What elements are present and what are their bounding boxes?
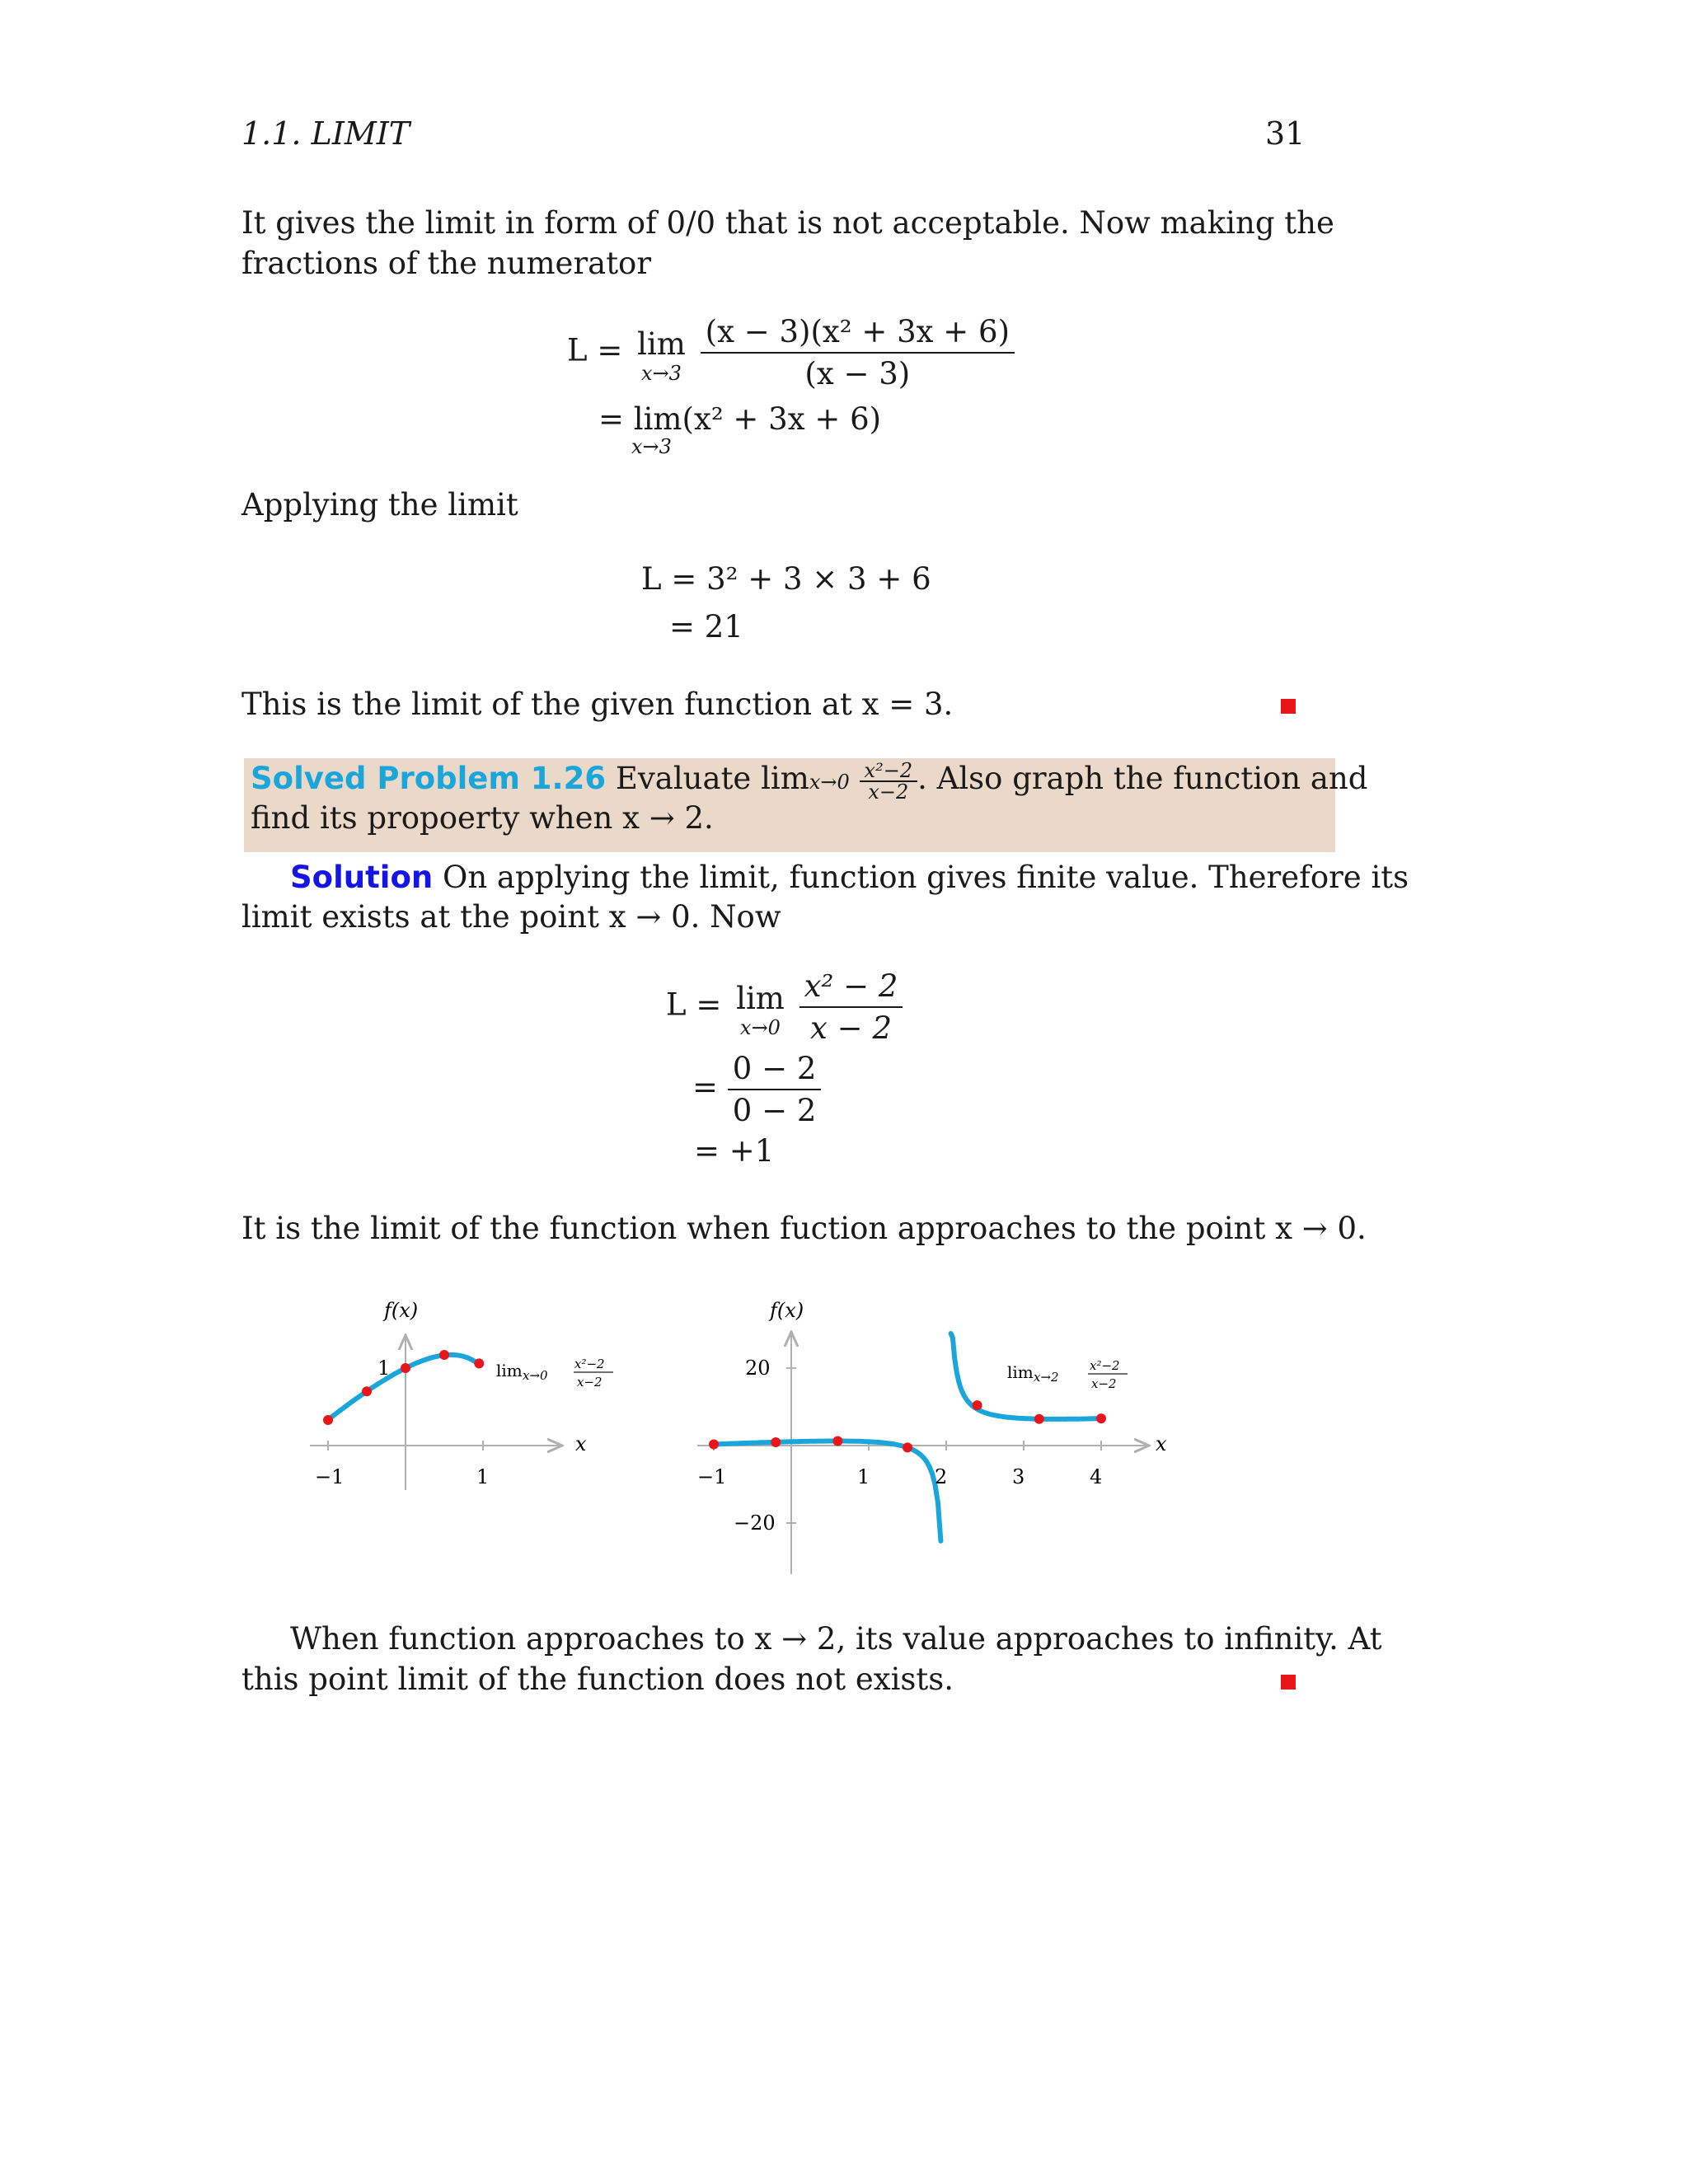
left-point-3 [439,1350,449,1360]
problem-frac-den: x−2 [868,780,909,804]
right-point-4 [973,1400,982,1410]
eq3-lhs: L = [666,987,722,1023]
right-graph [697,1299,1167,1574]
paragraph-1-line-2: fractions of the numerator [241,246,652,281]
right-tick-label-1: 1 [857,1465,870,1488]
left-point-4 [474,1358,484,1368]
eq1-denominator: (x − 3) [804,356,911,391]
eq1-line2-sub: x→3 [631,435,672,458]
right-tick-label-3: 3 [1012,1465,1025,1488]
left-tick-label-1: 1 [476,1465,490,1488]
right-ylabel: f(x) [770,1299,804,1322]
left-point-2 [401,1363,410,1373]
left-ylabel: f(x) [384,1299,419,1322]
eq3-lim: lim [736,980,785,1016]
right-annotation-den: x−2 [1091,1376,1117,1391]
problem-text-2: . Also graph the function and [917,761,1368,796]
paragraph-4: It is the limit of the function when fuction approaches to the point x → 0. [241,1211,1367,1246]
eq1-lim: lim [637,326,686,362]
eq3-denominator-1: x − 2 [810,1010,892,1046]
eq3-numerator-1: x² − 2 [799,966,903,1008]
left-tick-label-y1: 1 [377,1357,391,1380]
section-header: 1.1. LIMIT [241,115,410,152]
paragraph-3: This is the limit of the given function at x = 3. [241,687,954,722]
page-number: 31 [1265,115,1306,152]
problem-frac-num: x²−2 [860,761,918,782]
right-point-0 [709,1439,719,1449]
left-xlabel: x [575,1432,587,1455]
problem-text-1: Evaluate lim [615,761,809,796]
right-tick-label-y20: 20 [745,1357,771,1380]
qed-square-2 [1281,1675,1296,1690]
left-annotation-lim: lim [496,1361,523,1380]
solution-label: Solution [290,860,434,895]
right-point-2 [832,1436,842,1446]
right-point-1 [771,1437,781,1447]
right-annotation-sub: x→2 [1034,1370,1059,1385]
solution-line-2: limit exists at the point x → 0. Now [241,899,781,935]
left-annotation-den: x−2 [577,1375,603,1390]
right-point-3 [903,1442,912,1452]
equation-2-line-1: L = 3² + 3 × 3 + 6 [641,561,931,597]
left-points [323,1350,484,1425]
right-point-5 [1034,1414,1044,1424]
left-annotation-num: x²−2 [574,1357,605,1371]
left-tick-label-minus1: −1 [315,1465,345,1488]
right-tick-label-4: 4 [1090,1465,1103,1488]
right-tick-label-yminus20: −20 [734,1511,776,1535]
eq1-line2-text: = lim(x² + 3x + 6) [598,401,882,437]
right-tick-label-2: 2 [935,1465,948,1488]
eq3-numerator-2: 0 − 2 [728,1048,822,1090]
paragraph-5-line-2: this point limit of the function does not exists. [241,1661,954,1697]
left-graph [310,1299,613,1490]
right-tick-label-minus1: −1 [697,1465,727,1488]
eq3-equals: = [692,1069,719,1105]
left-point-0 [323,1415,333,1425]
right-point-6 [1096,1413,1106,1423]
eq3-denominator-2: 0 − 2 [732,1093,817,1128]
equation-3-line-3: = +1 [694,1133,775,1169]
left-point-1 [362,1386,372,1396]
right-annotation-num: x²−2 [1090,1358,1120,1373]
problem-label: Solved Problem 1.26 [251,761,607,796]
right-xlabel: x [1156,1432,1167,1455]
eq1-lhs: L = [567,332,623,368]
equation-2-line-2: = 21 [669,609,743,644]
right-annotation-lim: lim [1007,1362,1034,1382]
paragraph-5-line-1: When function approaches to x → 2, its value approaches to infinity. At [290,1621,1382,1657]
eq1-numerator: (x − 3)(x² + 3x + 6) [701,312,1015,354]
solution-text-1: On applying the limit, function gives finite value. Therefore its [443,860,1409,895]
paragraph-2: Applying the limit [241,487,518,523]
left-annotation-sub: x→0 [523,1368,548,1383]
problem-lim-sub: x→0 [809,771,850,794]
eq3-lim-sub: x→0 [740,1015,781,1039]
paragraph-1-line-1: It gives the limit in form of 0/0 that is not acceptable. Now making the [241,205,1334,241]
eq1-lim-sub: x→3 [641,361,682,385]
problem-line-2: find its propoerty when x → 2. [251,800,714,836]
